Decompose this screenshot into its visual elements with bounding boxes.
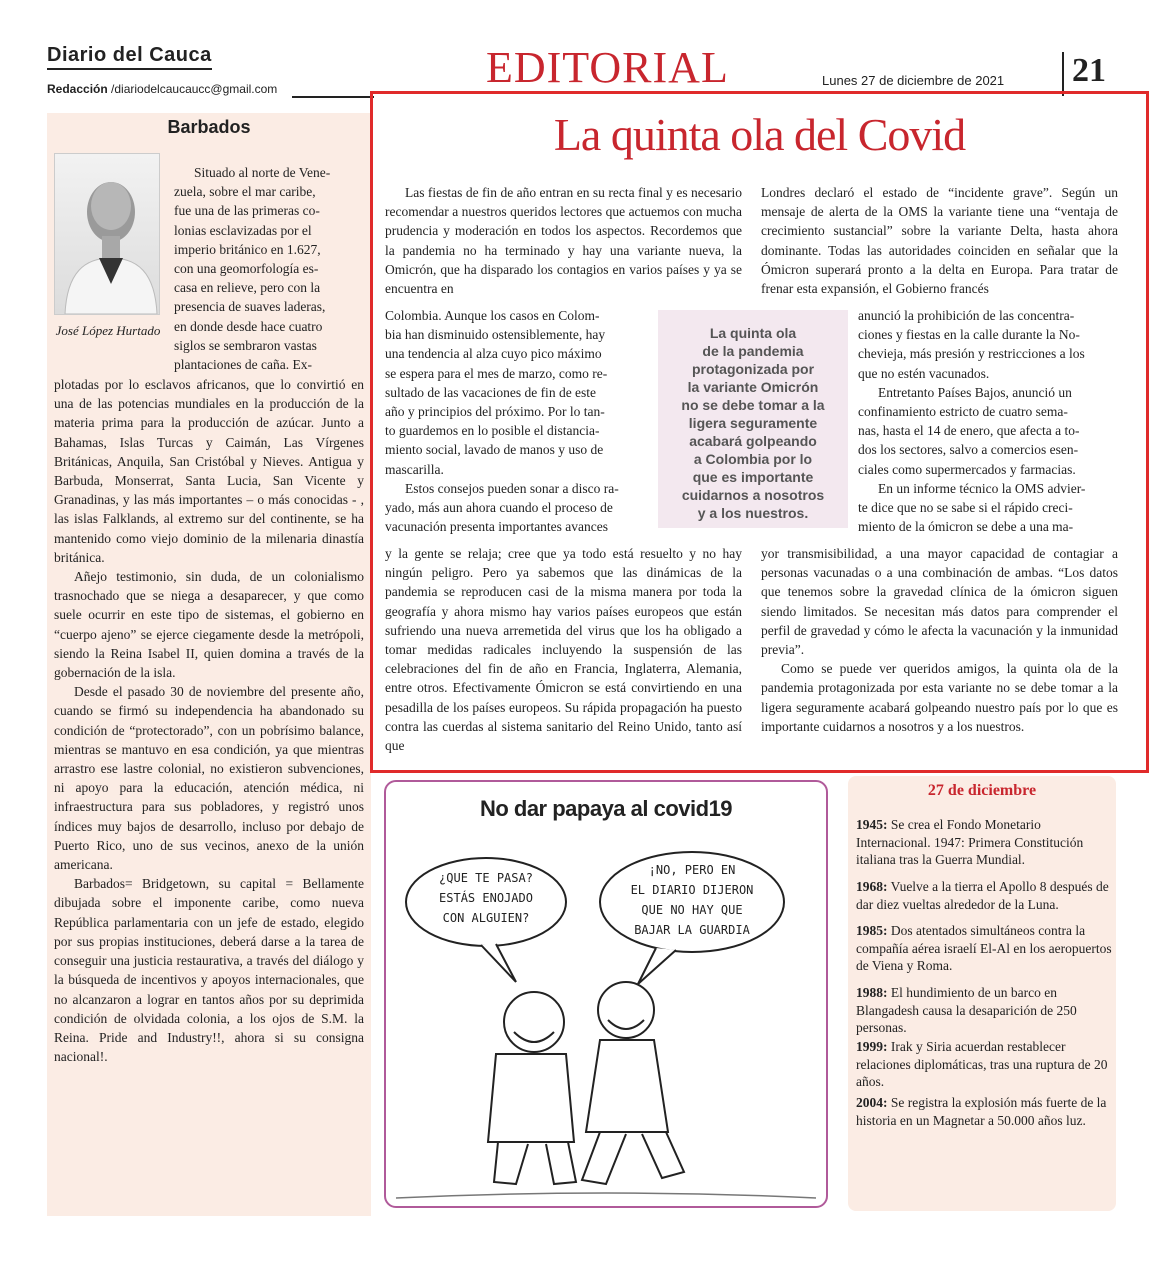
paragraph: Como se puede ver queridos amigos, la quinta ola de la pandemia protagonizada por esta variante no se debe tomar a la ligera seguramente acabará golpeando nuestro país por lo que es importante cuidarnos a nosotros y a los nuestros.: [761, 661, 1118, 734]
editorial-headline: La quinta ola del Covid: [553, 109, 966, 160]
calendar-item: [856, 984, 1112, 1037]
cartoon-illustration: [386, 832, 826, 1206]
calendar-text: El hundimiento de un barco en Blangadesh causa la desaparición de 250 personas.: [856, 985, 1077, 1035]
text-line: siglos se sembraron vastas: [174, 337, 317, 353]
pull-quote-line: a Colombia por lo: [693, 451, 813, 467]
calendar-year: 1968:: [856, 879, 888, 894]
text-line: En un informe técnico la OMS advier-: [878, 480, 1086, 496]
text-line: anunció la prohibición de las concentra-: [858, 308, 1075, 323]
bubble-right-line: QUE NO HAY QUE: [641, 903, 743, 917]
page-number: 21: [1072, 52, 1106, 89]
text-line: que no estén vacunados.: [858, 365, 990, 381]
text-line: to guardemos en lo posible el distancia-: [385, 423, 600, 439]
column-paragraph: Barbados= Bridgetown, su capital = Bellamente dibujada sobre el imponente caribe, como nueva República parlamentaria con un jefe de estado, elegido por sus propias instituciones, deberá darse a la tarea de conseguir una justicia restaurativa, a través del diálogo y la búsqueda de incentivos y apoyos internacionales, que no alcanzaron a lograr en tantos años por su deprimida condición de olvidada colonia, a los ojos de S.M. la Reina. Pride and Industry!!, ahora si su consigna nacional!.: [54, 876, 364, 1065]
calendar-item: [856, 1094, 1112, 1129]
calendar-text: Vuelve a la tierra el Apollo 8 después de dar diez vueltas alrededor de la Luna.: [856, 879, 1109, 912]
text-line: Colombia. Aunque los casos en Colom-: [385, 308, 600, 323]
text-line: imperio británico en 1.627,: [174, 241, 321, 257]
text-line: con una geomorfología es-: [174, 261, 319, 277]
column-title: Barbados: [167, 117, 251, 137]
contact-line: [47, 82, 277, 96]
cartoon-panel: [384, 780, 828, 1208]
column-text-beside-photo: [174, 163, 364, 374]
author-name: José López Hurtado: [55, 323, 161, 338]
text-line: yado, más aun ahora cuando el proceso de: [385, 500, 613, 516]
opinion-column: [47, 113, 371, 1216]
cartoon-title: No dar papaya al covid19: [479, 796, 733, 821]
text-line: una tendencia al alza cuyo pico máximo: [385, 346, 602, 362]
text-line: fue una de las primeras co-: [174, 203, 320, 219]
pull-quote-line: La quinta ola: [709, 325, 797, 341]
pull-quote-line: ligera seguramente: [688, 415, 818, 431]
paragraph: y la gente se relaja; cree que ya todo está resuelto y no hay ningún peligro. Pero ya sabemos que las dinámicas de la pandemia se reproducen casi de la misma manera por toda la geografía y ahora mismo hay varios países europeos que están sufriendo una nueva arremetida del virus que los ha obligado a tomar medidas radicales incluyendo la suspensión de las celebraciones del fin de año en Francia, Inglaterra, Alemania, entre otros. Efectivamente Ómicron se está convirtiendo en una pesadilla de los países europeos. Su rápida propagación ha puesto contra las cuerdas al sistema sanitario del Reino Unido, tanto así que: [385, 546, 742, 754]
text-line: presencia de suaves laderas,: [174, 299, 326, 315]
calendar-text: Se registra la explosión más fuerte de la historia en un Magnetar a 50.000 años luz.: [856, 1095, 1107, 1128]
column-paragraph: plotadas por lo esclavos africanos, que lo convirtió en una de las potencias mundiales en la producción de la materia prima para la producción de azúcar. Junto a Bahamas, Islas Turcas y Caimán, Las Vírgenes Británicas, Anquila, San Cristóbal y Nieves. Antigua y Barbuda, Monserrat, Santa Lucia, San Vicente y Granadinas, y las más importantes – o más conocidas - , las islas Falklands, al extremo sur del continente, se ha mantenido como viejo dominio de la milenaria dinastía británica.: [54, 377, 364, 565]
text-line: te dice que no se sabe si el rápido creci-: [858, 500, 1073, 516]
newspaper-masthead: Diario del Cauca: [47, 44, 212, 70]
bubble-left-line: CON ALGUIEN?: [442, 911, 530, 925]
text-line: Entretanto Países Bajos, anunció un: [878, 384, 1072, 400]
text-line: ciones y fiestas en la calle durante la No-: [858, 327, 1080, 343]
text-line: vacunación presenta importantes avances: [385, 519, 609, 535]
pull-quote-line: que es importante: [692, 469, 814, 485]
text-line: miento de la ómicron se debe a una ma-: [858, 519, 1074, 535]
issue-date: Lunes 27 de diciembre de 2021: [822, 73, 1005, 88]
pull-quote-line: y a los nuestros.: [697, 505, 809, 521]
pull-quote-line: de la pandemia: [702, 343, 804, 359]
editorial-right-narrow: [858, 306, 1118, 536]
calendar-text: Irak y Siria acuerdan restablecer relaciones diplomáticas, tras una ruptura de 20 años.: [856, 1039, 1108, 1089]
paragraph: yor transmisibilidad, a una mayor capacidad de contagiar a personas vacunadas o a una combinación de ambas. “Los datos que tenemos sobre la gravedad clínica de la ómicron siguen siendo limitados. Se necesitan más datos para comprender el perfil de gravedad y cómo le afecta la vacunación y la inmunidad previa”.: [761, 546, 1118, 658]
bubble-right-line: EL DIARIO DIJERON: [630, 883, 754, 897]
author-portrait-icon: [55, 154, 159, 314]
text-line: confinamiento estricto de cuatro sema-: [858, 404, 1068, 420]
column-body: [54, 375, 364, 1066]
calendar-year: 1945:: [856, 817, 888, 832]
bubble-right-line: BAJAR LA GUARDIA: [634, 923, 750, 937]
editorial-right-bottom: [761, 544, 1118, 736]
author-photo: [54, 153, 160, 315]
calendar-year: 1988:: [856, 985, 888, 1000]
contact-email: /diariodelcaucaucc@gmail.com: [107, 82, 278, 96]
paragraph: Las fiestas de fin de año entran en su recta final y es necesario recomendar a nuestros queridos lectores que actuemos con mucha prudencia y moderación en todos los aspectos. Recordemos que la pandemia no ha terminado y hay una variante nueva, la Omicrón, que ha disparado los contagios en varios países y ya se encuentra en: [385, 185, 742, 297]
calendar-year: 2004:: [856, 1095, 888, 1110]
editorial-left-bottom: [385, 544, 742, 755]
text-line: bia han disminuido ostensiblemente, hay: [385, 327, 606, 343]
pull-quote: [658, 310, 848, 528]
text-line: en donde desde hace cuatro: [174, 318, 323, 334]
text-line: sultado de las vacaciones de fin de este: [385, 384, 597, 400]
calendar-text: Dos atentados simultáneos contra la compañía aérea israelí El-Al en los aeropuertos de Viena y Roma.: [856, 923, 1112, 973]
column-paragraph: Desde el pasado 30 de noviembre del presente año, cuando se firmó su independencia ha abandonado su condición de “protectorado”, con un pobrísimo balance, mientras se mantuvo en esa condición, ya que mientras arrastro ese lastre colonial, no existieron subvenciones, ni apoyo para la educación, atención médica, ni infraestructura para sus pobladores, y registró unos índices muy bajos de desarrollo, incluso por debajo de Puerto Rico, uno de sus vecinos, anexo de la unión americana.: [54, 684, 364, 873]
text-line: mascarilla.: [385, 461, 444, 477]
calendar-item: [856, 878, 1112, 913]
pull-quote-line: acabará golpeando: [689, 433, 817, 449]
section-title: EDITORIAL: [486, 43, 729, 92]
header-rule: [292, 96, 374, 98]
pull-quote-line: protagonizada por: [691, 361, 815, 377]
calendar-item: [856, 816, 1112, 869]
text-line: lonias esclavizadas por el: [174, 222, 312, 238]
paragraph: Londres declaró el estado de “incidente grave”. Según un mensaje de alerta de la OMS la variante tiene una “ventaja de crecimiento sustancial” sobre la variante Delta, hasta ahora dominante. Todas las autoridades coinciden en señalar que la Ómicron superará pronto a la delta en Europa. Para tratar de frenar esta expansión, el Gobierno francés: [761, 185, 1118, 297]
text-line: ciales como supermercados y farmacias.: [858, 461, 1076, 477]
pull-quote-line: no se debe tomar a la: [681, 397, 825, 413]
text-line: Estos consejos pueden sonar a disco ra-: [405, 480, 619, 496]
bubble-left-line: ¿QUE TE PASA?: [439, 871, 533, 885]
text-line: casa en relieve, pero con la: [174, 280, 321, 296]
text-line: nas, hasta el 14 de enero, que afecta a to-: [858, 423, 1080, 439]
text-line: plantaciones de caña. Ex-: [174, 357, 312, 373]
history-calendar: [848, 776, 1116, 1211]
calendar-text: Se crea el Fondo Monetario Internacional. 1947: Primera Constitución italiana tras la Guerra Mundial.: [856, 817, 1084, 867]
text-line: se espera para el mes de marzo, como re-: [385, 365, 608, 381]
pull-quote-line: la variante Omicrón: [687, 379, 819, 395]
text-line: dos los sectores, salvo a comercios esen-: [858, 442, 1079, 458]
column-paragraph: Añejo testimonio, sin duda, de un colonialismo trasnochado que se niega a desaparecer, y que como suele ocurrir en este tipo de sistemas, el gobierno en “cuerpo ajeno” se ejerce ciegamente desde la metrópoli, siendo la Reina Isabel II, quien domina a través de la gobernación de la isla.: [54, 569, 364, 681]
bubble-left-line: ESTÁS ENOJADO: [439, 891, 533, 905]
calendar-year: 1999:: [856, 1039, 888, 1054]
contact-label: Redacción: [47, 82, 108, 96]
header-divider: [1062, 52, 1064, 96]
calendar-year: 1985:: [856, 923, 888, 938]
text-line: chevieja, más presión y restricciones a los: [858, 346, 1085, 362]
calendar-title: 27 de diciembre: [927, 782, 1037, 799]
calendar-item: [856, 922, 1112, 975]
bubble-right-line: ¡NO, PERO EN: [648, 863, 736, 877]
editorial-left-top: [385, 183, 742, 298]
pull-quote-line: cuidarnos a nosotros: [681, 487, 825, 503]
editorial-left-narrow: [385, 306, 645, 536]
calendar-item: [856, 1038, 1112, 1091]
text-line: año y principios del próximo. Por lo tan-: [385, 404, 605, 420]
text-line: zuela, sobre el mar caribe,: [174, 184, 316, 200]
text-line: miento social, lavado de manos y uso de: [385, 442, 604, 458]
text-line: Situado al norte de Vene-: [194, 165, 331, 180]
editorial-right-top: [761, 183, 1118, 298]
